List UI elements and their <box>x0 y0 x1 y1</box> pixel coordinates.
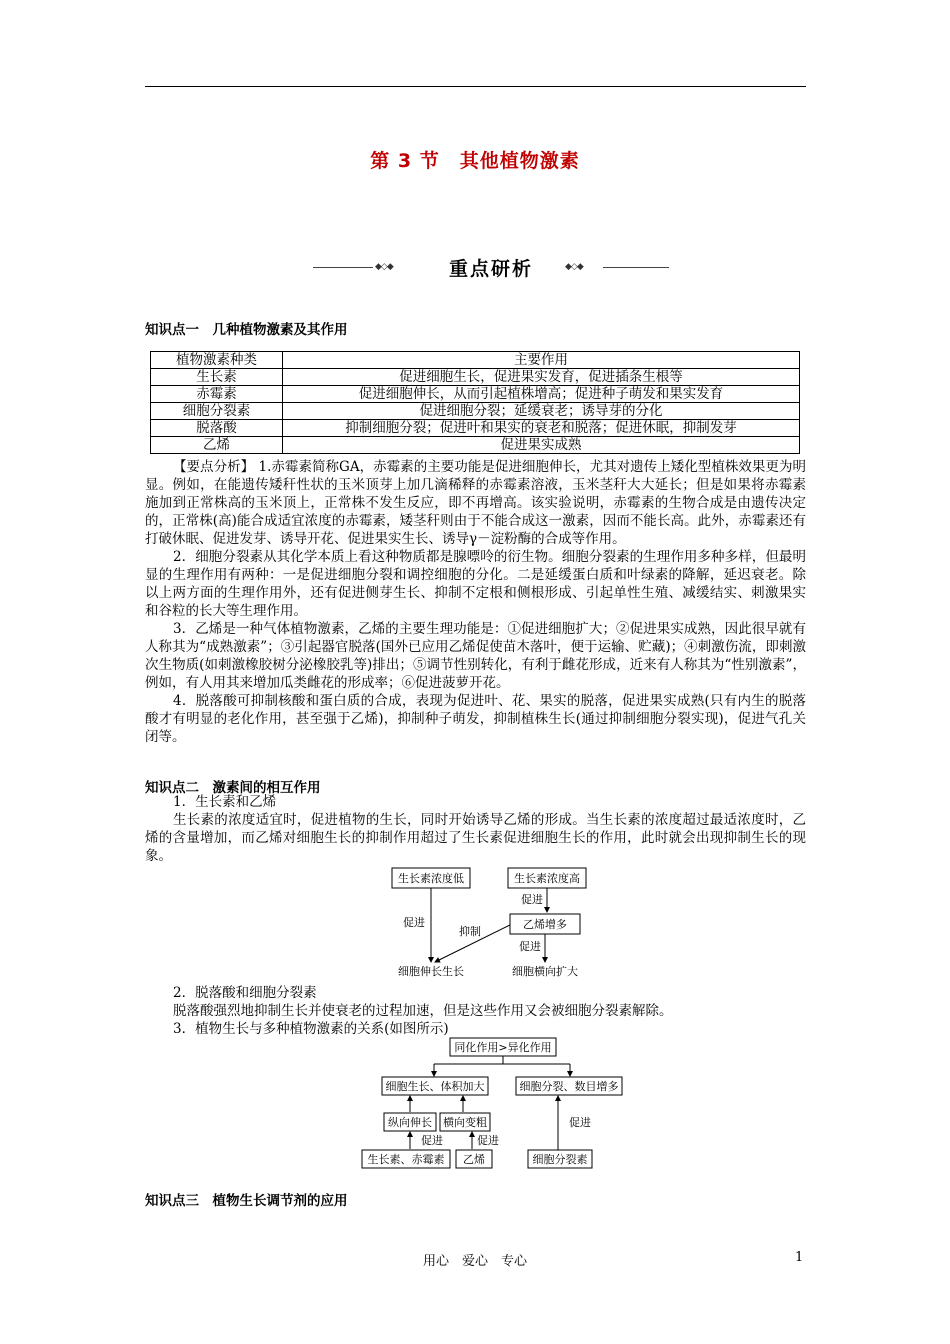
paragraph: 生长素的浓度适宜时，促进植物的生长，同时开始诱导乙烯的形成。当生长素的浓度超过最适浓度时，乙烯的含量增加，而乙烯对细胞生长的抑制作用超过了生长素促进细胞生长的作用，此时就会出现抑制生长的现象。 <box>145 812 806 864</box>
table-header-row <box>151 352 800 369</box>
label-promote: 促进 <box>521 893 543 906</box>
top-rule <box>145 86 806 87</box>
label-promote: 促进 <box>477 1134 499 1147</box>
page-number: 1 <box>795 1250 804 1265</box>
table-cell: 赤霉素 <box>151 386 283 403</box>
table-row <box>151 420 800 437</box>
section3-heading: 知识点三 植物生长调节剂的应用 <box>145 1193 348 1209</box>
label-cell-elongation: 细胞伸长生长 <box>398 965 464 978</box>
paragraph: 脱落酸强烈地抑制生长并使衰老的过程加速，但是这些作用又会被细胞分裂素解除。 <box>173 1003 673 1019</box>
analysis-paragraph: 2．细胞分裂素从其化学本质上看这种物质都是腺嘌呤的衍生物。细胞分裂素的生理作用多种多样，但最明显的生理作用有两种：一是促进细胞分裂和调控细胞的分化。二是延缓蛋白质和叶绿素的降解，延迟衰老。除以上两方面的生理作用外，还有促进侧芽生长、抑制不定根和侧根形成、引起单性生殖、减缓结实、刺激果实和谷粒的长大等生理作用。 <box>145 549 806 619</box>
section-banner <box>313 252 669 282</box>
label-promote: 促进 <box>403 916 425 929</box>
table-cell: 细胞分裂素 <box>151 403 283 420</box>
label-promote: 促进 <box>569 1116 591 1129</box>
label-auxin-gibberellin: 生长素、赤霉素 <box>367 1153 445 1166</box>
analysis-paragraph: 【要点分析】 1.赤霉素简称GA，赤霉素的主要功能是促进细胞伸长，尤其对遗传上矮化型植株效果更为明显。例如，在能遗传矮秆性状的玉米顶芽上加几滴稀释的赤霉素溶液，玉米茎秆大大延长；但是如果将赤霉素施加到正常株高的玉米顶上，正常株不发生反应，即不再增高。该实验说明，赤霉素的生物合成是由遗传决定的，正常株(高)能合成适宜浓度的赤霉素，矮茎秆则由于不能合成这一激素，因而不能长高。此外，赤霉素还有打破休眠、促进发芽、诱导开花、促进果实生长、诱导γ－淀粉酶的合成等作用。 <box>145 459 806 547</box>
banner-rule-right <box>603 267 669 268</box>
label-promote: 促进 <box>519 940 541 953</box>
analysis-paragraph: 4．脱落酸可抑制核酸和蛋白质的合成，表现为促进叶、花、果实的脱落，促进果实成熟(只有内生的脱落酸才有明显的老化作用，甚至强于乙烯)，抑制种子萌发，抑制植株生长(通过抑制细胞分裂实现)，促进气孔关闭等。 <box>145 693 806 745</box>
section2-text-2 <box>145 984 806 1038</box>
ornament-right-icon: ◆◇◆ <box>565 262 583 272</box>
table-cell: 促进细胞伸长，从而引起植株增高；促进种子萌发和果实发育 <box>283 386 800 403</box>
table-cell: 促进果实成熟 <box>283 437 800 454</box>
table-header-cell: 主要作用 <box>283 352 800 369</box>
banner-title: 重点研析 <box>448 258 533 280</box>
analysis-block <box>145 458 806 746</box>
label-ethylene-increase: 乙烯增多 <box>523 918 567 931</box>
label-cell-division: 细胞分裂、数目增多 <box>519 1080 619 1093</box>
table-cell: 抑制细胞分裂；促进叶和果实的衰老和脱落；促进休眠，抑制发芽 <box>283 420 800 437</box>
section1-heading: 知识点一 几种植物激素及其作用 <box>145 322 348 338</box>
label-auxin-high: 生长素浓度高 <box>514 872 580 885</box>
label-cell-growth: 细胞生长、体积加大 <box>385 1080 485 1093</box>
ornament-left-icon: ◆◇◆ <box>375 262 393 272</box>
label-horizontal-thickening: 横向变粗 <box>443 1116 487 1129</box>
hormone-table <box>150 351 800 454</box>
page-title: 第 3 节 其他植物激素 <box>370 150 580 172</box>
table-cell: 促进细胞生长，促进果实发育，促进插条生根等 <box>283 369 800 386</box>
section2-heading: 知识点二 激素间的相互作用 <box>145 780 321 796</box>
table-row <box>151 369 800 386</box>
label-inhibit: 抑制 <box>459 925 481 938</box>
table-row <box>151 437 800 454</box>
label-anabolism: 同化作用>异化作用 <box>454 1041 552 1054</box>
subheading: 1．生长素和乙烯 <box>173 794 277 810</box>
table-cell: 促进细胞分裂；延缓衰老；诱导芽的分化 <box>283 403 800 420</box>
subheading: 2．脱落酸和细胞分裂素 <box>173 985 317 1001</box>
table-cell: 生长素 <box>151 369 283 386</box>
label-promote: 促进 <box>421 1134 443 1147</box>
subheading: 3．植物生长与多种植物激素的关系(如图所示) <box>173 1021 449 1037</box>
growth-hormone-diagram <box>360 1036 630 1172</box>
auxin-ethylene-diagram <box>390 862 600 982</box>
analysis-paragraph: 3．乙烯是一种气体植物激素，乙烯的主要生理功能是：①促进细胞扩大；②促进果实成熟，因此很早就有人称其为“成熟激素”；③引起器官脱落(国外已应用乙烯促使苗木落叶，便于运输、贮藏)；④刺激伤流，即刺激次生物质(如刺激橡胶树分泌橡胶乳等)排出；⑤调节性别转化，有利于雌花形成，近来有人称其为“性别激素”，例如，有人用其来增加瓜类雌花的形成率；⑥促进菠萝开花。 <box>145 621 806 691</box>
label-auxin-low: 生长素浓度低 <box>398 872 464 885</box>
label-cytokinin: 细胞分裂素 <box>532 1153 588 1166</box>
label-cell-expansion: 细胞横向扩大 <box>512 965 578 978</box>
page-footer: 用心 爱心 专心 <box>422 1254 527 1269</box>
table-cell: 脱落酸 <box>151 420 283 437</box>
label-ethylene: 乙烯 <box>463 1153 485 1166</box>
label-vertical-elongation: 纵向伸长 <box>388 1116 432 1129</box>
section2-text <box>145 793 806 865</box>
table-header-cell: 植物激素种类 <box>151 352 283 369</box>
table-row <box>151 386 800 403</box>
table-row <box>151 403 800 420</box>
table-cell: 乙烯 <box>151 437 283 454</box>
